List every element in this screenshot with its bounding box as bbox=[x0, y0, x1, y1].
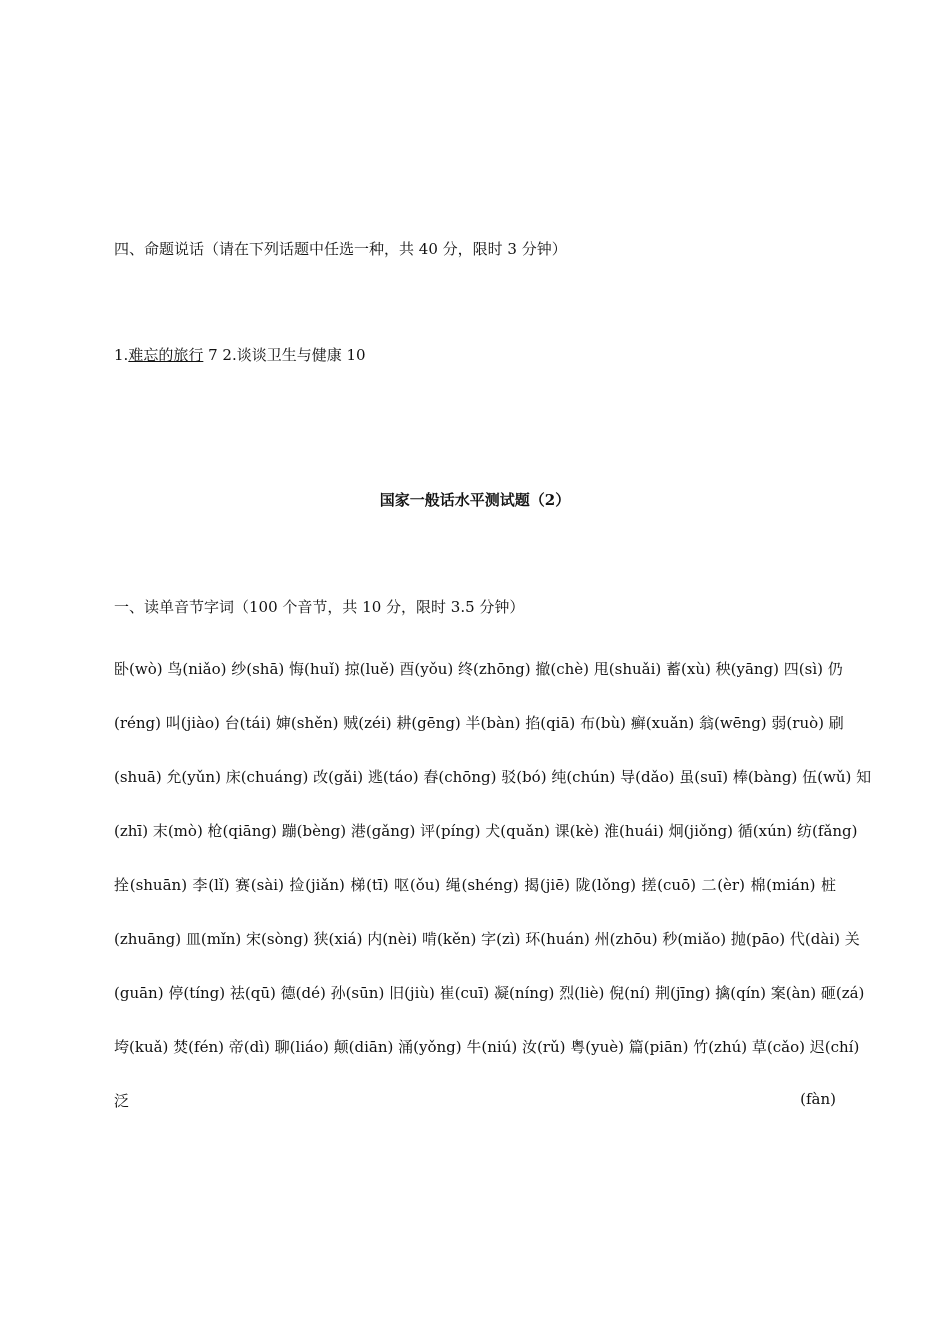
topic-prefix: 1. bbox=[114, 346, 129, 364]
syllable-line: (réng) 叫(jiào) 台(tái) 婶(shěn) 贼(zéi) 耕(gēng) 半(bàn) 掐(qiā) 布(bù) 癣(xuǎn) 翁(wēng) 弱(ruò) 刷 bbox=[114, 714, 844, 732]
section4-heading: 四、命题说话（请在下列话题中任选一种，共 40 分，限时 3 分钟） bbox=[114, 240, 567, 258]
page-title: 国家一般话水平测试题（2） bbox=[379, 491, 571, 509]
topic-rest: 7 2.谈谈卫生与健康 10 bbox=[203, 346, 366, 364]
last-char: 泛 bbox=[114, 1092, 130, 1110]
section1-heading: 一、读单音节字词（100 个音节，共 10 分，限时 3.5 分钟） bbox=[114, 598, 525, 616]
syllable-line: 卧(wò) 鸟(niǎo) 纱(shā) 悔(huǐ) 掠(luě) 酉(yǒu) 终(zhōng) 撤(chè) 甩(shuǎi) 蓄(xù) 秧(yāng) 四(sì) 仍 bbox=[114, 660, 843, 678]
syllable-line: 垮(kuǎ) 焚(fén) 帝(dì) 聊(liáo) 颠(diān) 涌(yǒng) 牛(niú) 汝(rǔ) 粤(yuè) 篇(piān) 竹(zhú) 草(cǎo) 迟(chí) bbox=[114, 1038, 860, 1056]
syllable-line: (shuā) 允(yǔn) 床(chuáng) 改(gǎi) 逃(táo) 舂(chōng) 驳(bó) 纯(chún) 导(dǎo) 虽(suī) 棒(bàng) 伍(wǔ) 知 bbox=[114, 768, 872, 786]
syllable-line: (zhuāng) 皿(mǐn) 宋(sòng) 狭(xiá) 内(nèi) 啃(kěn) 字(zì) 环(huán) 州(zhōu) 秒(miǎo) 抛(pāo) 代(dài) 关 bbox=[114, 930, 860, 948]
syllable-line: (guān) 停(tíng) 祛(qū) 德(dé) 孙(sūn) 旧(jiù) 崔(cuī) 凝(níng) 烈(liè) 倪(ní) 荆(jīng) 擒(qín) 案(àn) 砸(zá) bbox=[114, 984, 865, 1002]
syllable-line: 拴(shuān) 李(lǐ) 赛(sài) 捡(jiǎn) 梯(tī) 呕(ǒu) 绳(shéng) 揭(jiē) 陇(lǒng) 搓(cuō) 二(èr) 棉(mián) 桩 bbox=[114, 876, 836, 894]
syllable-last-line bbox=[114, 1090, 836, 1111]
topic-1: 难忘的旅行 bbox=[128, 346, 204, 364]
topic-list bbox=[114, 344, 836, 365]
last-pinyin: (fàn) bbox=[800, 1090, 836, 1108]
syllable-line: (zhī) 末(mò) 枪(qiāng) 蹦(bèng) 港(gǎng) 评(píng) 犬(quǎn) 课(kè) 淮(huái) 炯(jiǒng) 循(xún) 纺(fǎng) bbox=[114, 822, 858, 840]
